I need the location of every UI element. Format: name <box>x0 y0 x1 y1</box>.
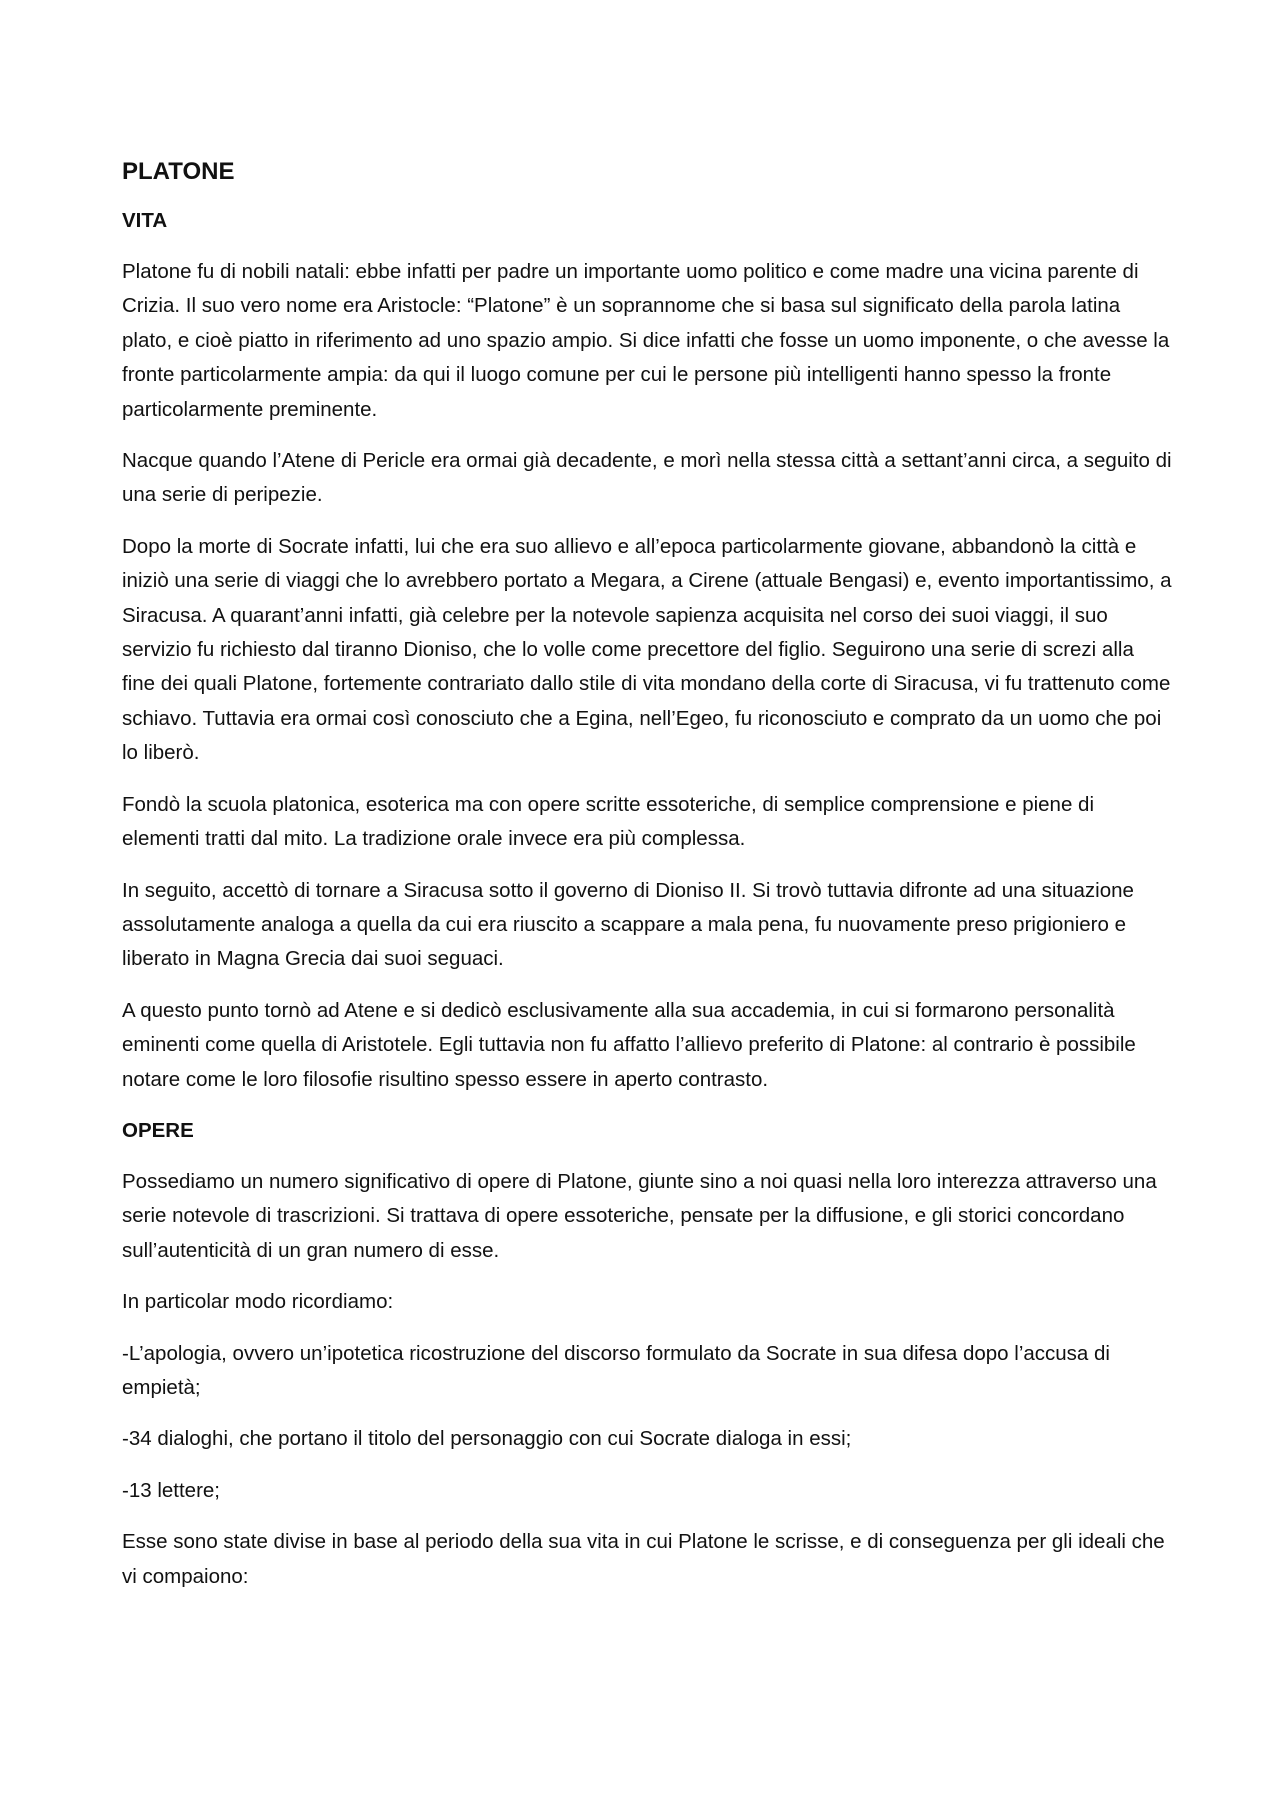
list-item: -34 dialoghi, che portano il titolo del personaggio con cui Socrate dialoga in essi; <box>122 1427 852 1451</box>
document-title: PLATONE <box>122 158 235 185</box>
paragraph: In seguito, accettò di tornare a Siracusa sotto il governo di Dioniso II. Si trovò tuttavia difronte ad una situazione assolutamente analoga a quella da cui era riuscito a scappare a mala pena, fu nuovamente preso prigioniero e liberato in Magna Grecia dai suoi seguaci. <box>122 878 1134 971</box>
paragraph: A questo punto tornò ad Atene e si dedicò esclusivamente alla sua accademia, in cui si formarono personalità eminenti come quella di Aristotele. Egli tuttavia non fu affatto l’allievo preferito di Platone: al contrario è possibile notare come le loro filosofie risultino spesso essere in aperto contrasto. <box>122 998 1136 1091</box>
section-heading-vita: VITA <box>122 209 168 232</box>
list-item: -L’apologia, ovvero un’ipotetica ricostruzione del discorso formulato da Socrate in sua difesa dopo l’accusa di empietà; <box>122 1341 1110 1399</box>
paragraph: In particolar modo ricordiamo: <box>122 1290 394 1314</box>
paragraph: Possediamo un numero significativo di opere di Platone, giunte sino a noi quasi nella loro interezza attraverso una serie notevole di trascrizioni. Si trattava di opere essoteriche, pensate per la diffusione, e gli storici concordano sull’autenticità di un gran numero di esse. <box>122 1169 1157 1262</box>
paragraph: Esse sono state divise in base al periodo della sua vita in cui Platone le scrisse, e di conseguenza per gli ideali che vi compaiono: <box>122 1530 1165 1588</box>
paragraph: Nacque quando l’Atene di Pericle era ormai già decadente, e morì nella stessa città a settant’anni circa, a seguito di una serie di peripezie. <box>122 449 1172 507</box>
document-body <box>122 156 1172 1611</box>
section-heading-opere: OPERE <box>122 1118 194 1142</box>
paragraph: Dopo la morte di Socrate infatti, lui che era suo allievo e all’epoca particolarmente giovane, abbandonò la città e iniziò una serie di viaggi che lo avrebbero portato a Megara, a Cirene (attuale Bengasi) e, evento importantissimo, a Siracusa. A quarant’anni infatti, già celebre per la notevole sapienza acquisita nel corso dei suoi viaggi, il suo servizio fu richiesto dal tiranno Dioniso, che lo volle come precettore del figlio. Seguirono una serie di screzi alla fine dei quali Platone, fortemente contrariato dallo stile di vita mondano della corte di Siracusa, vi fu trattenuto come schiavo. Tuttavia era ormai così conosciuto che a Egina, nell’Egeo, fu riconosciuto e comprato da un uomo che poi lo liberò. <box>122 534 1172 765</box>
list-item: -13 lettere; <box>122 1478 220 1502</box>
paragraph: Fondò la scuola platonica, esoterica ma con opere scritte essoteriche, di semplice comprensione e piene di elementi tratti dal mito. La tradizione orale invece era più complessa. <box>122 792 1094 851</box>
paragraph: Platone fu di nobili natali: ebbe infatti per padre un importante uomo politico e come madre una vicina parente di Crizia. Il suo vero nome era Aristocle: “Platone” è un soprannome che si basa sul significato della parola latina plato, e cioè piatto in riferimento ad uno spazio ampio. Si dice infatti che fosse un uomo imponente, o che avesse la fronte particolarmente ampia: da qui il luogo comune per cui le persone più intelligenti hanno spesso la fronte particolarmente preminente. <box>122 260 1170 421</box>
